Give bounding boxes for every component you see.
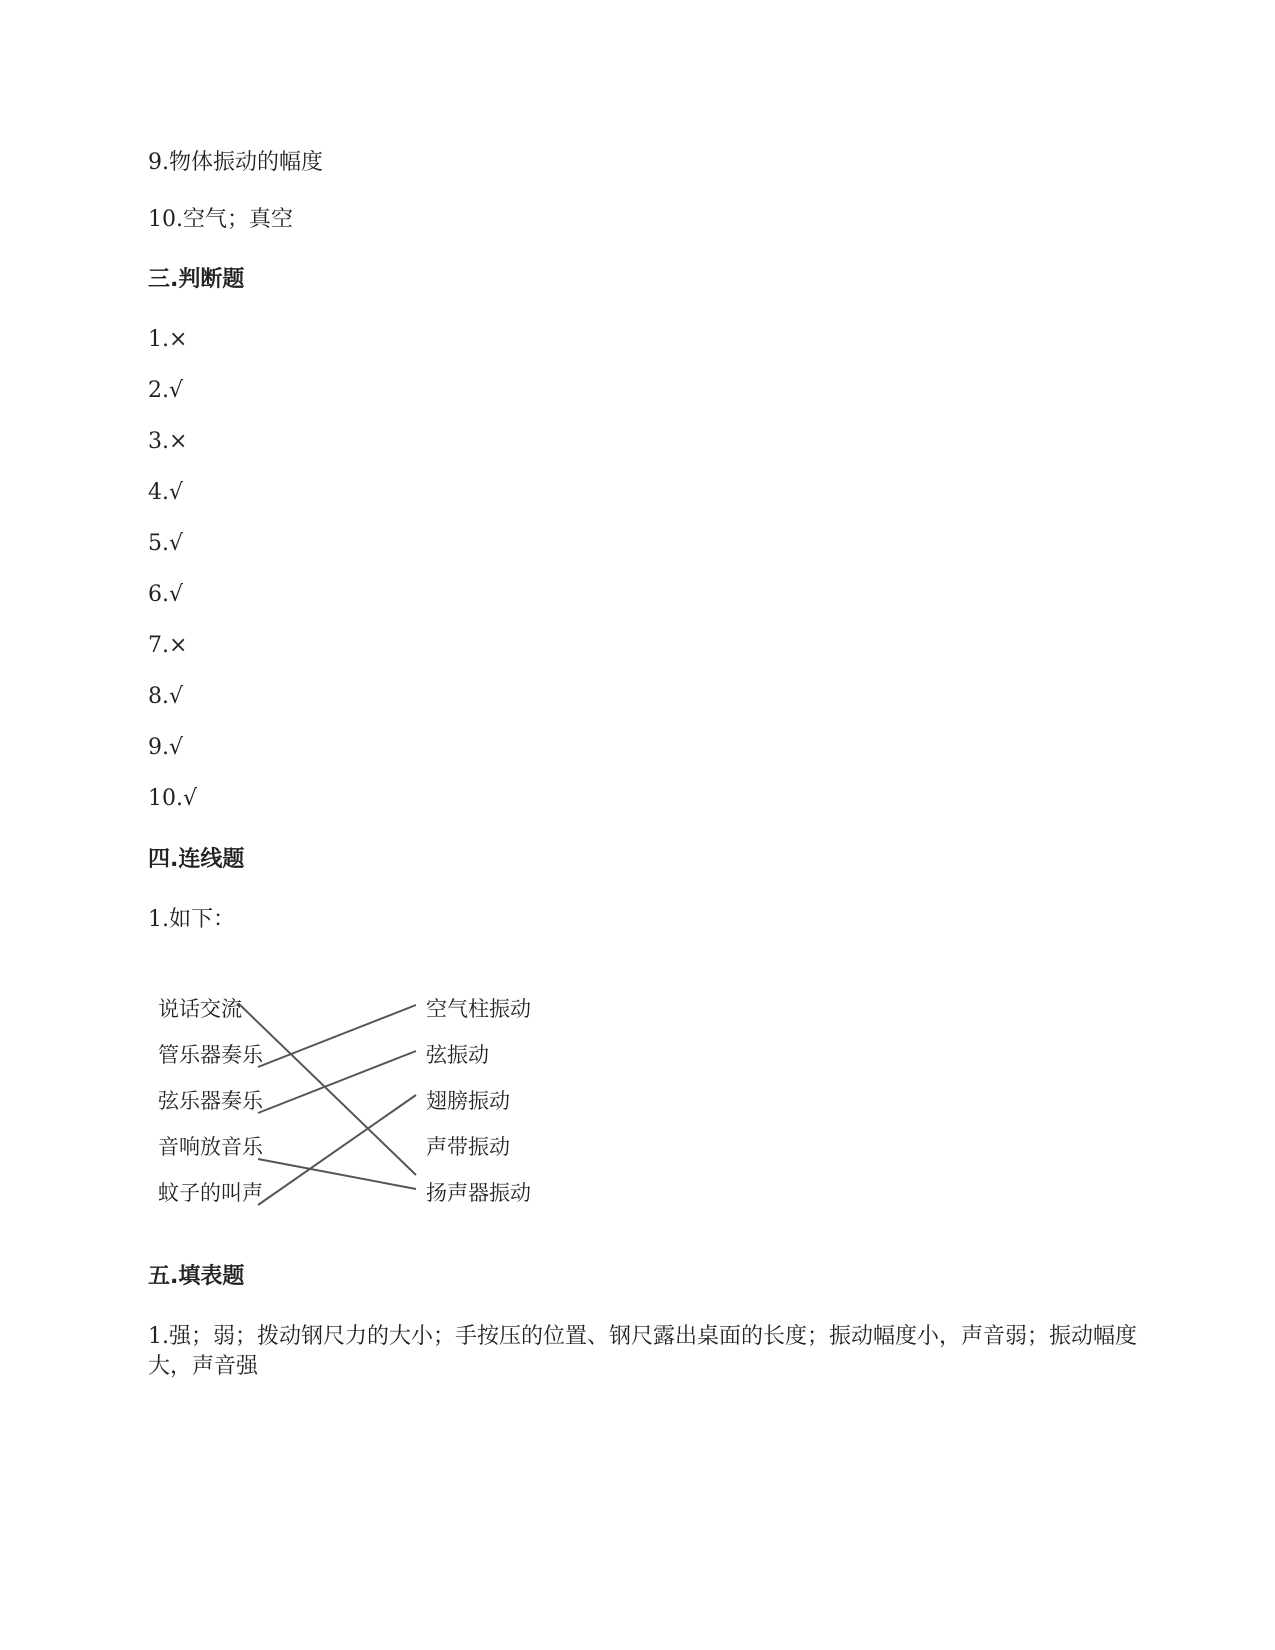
answer-line: 5.√ — [148, 531, 184, 556]
answer-line: 6.√ — [148, 582, 184, 607]
answer-line: 3.× — [148, 429, 188, 454]
section-heading: 三.判断题 — [148, 267, 245, 292]
left-item: 管乐器奏乐 — [158, 1043, 263, 1067]
left-item: 音响放音乐 — [158, 1135, 263, 1159]
right-item: 扬声器振动 — [426, 1181, 531, 1205]
answer-line: 10.√ — [148, 786, 198, 811]
match-line — [258, 1095, 416, 1205]
answer-line: 2.√ — [148, 378, 184, 403]
matching-lines — [150, 995, 590, 1245]
section-heading: 四.连线题 — [148, 847, 245, 872]
right-item: 弦振动 — [426, 1043, 489, 1067]
answer-line: 1.× — [148, 327, 188, 352]
right-item: 翅膀振动 — [426, 1089, 510, 1113]
answer-line: 9.√ — [148, 735, 184, 760]
match-line — [258, 1159, 416, 1189]
right-item: 声带振动 — [426, 1135, 510, 1159]
answer-line: 9.物体振动的幅度 — [148, 150, 323, 175]
matching-diagram — [150, 995, 590, 1245]
answer-line: 10.空气；真空 — [148, 207, 293, 232]
answer-line: 1.如下： — [148, 907, 235, 932]
left-item: 蚊子的叫声 — [158, 1181, 263, 1205]
right-item: 空气柱振动 — [426, 997, 531, 1021]
answer-paragraph: 1.强；弱；拨动钢尺力的大小；手按压的位置、钢尺露出桌面的长度；振动幅度小，声音弱；振动幅度大，声音强 — [148, 1324, 1137, 1379]
match-line — [258, 1005, 416, 1067]
match-line — [258, 1051, 416, 1113]
match-line — [238, 1003, 416, 1175]
left-item: 弦乐器奏乐 — [158, 1089, 263, 1113]
answer-line: 8.√ — [148, 684, 184, 709]
section-heading: 五.填表题 — [148, 1264, 245, 1289]
left-item: 说话交流 — [158, 997, 242, 1021]
answer-line: 4.√ — [148, 480, 184, 505]
answer-line: 7.× — [148, 633, 188, 658]
